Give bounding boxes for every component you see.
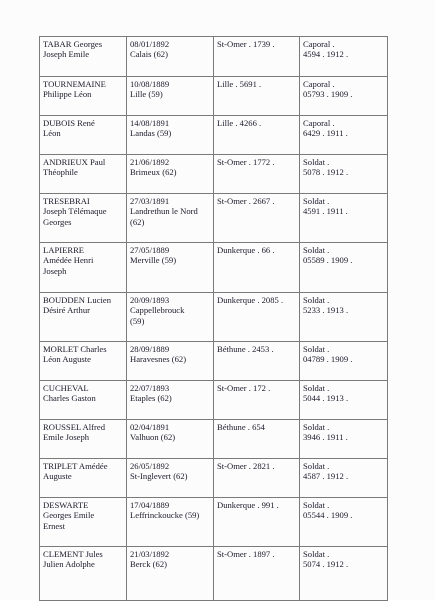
table-row [40, 459, 388, 498]
birth-date-place-cell [127, 498, 214, 547]
birth-date-place-line: Haravesnes (62) [130, 354, 187, 365]
rank-registration-line: 5074 . 1912 . [303, 559, 349, 570]
table-row [40, 243, 388, 293]
soldier-name-cell [40, 342, 127, 381]
birth-date-place-line: Landas (59) [130, 128, 172, 139]
recruitment-office-text: St-Omer . 2667 . [217, 196, 275, 206]
soldier-name-cell [40, 459, 127, 498]
birth-date-place-line: 17/04/1889 [130, 500, 170, 510]
rank-registration-line: 05589 . 1909 . [303, 255, 353, 266]
rank-registration-line: Caporal . [303, 79, 335, 89]
rank-registration-cell [300, 37, 388, 77]
recruitment-office-cell [214, 342, 300, 381]
recruitment-office-text: St-Omer . 2821 . [217, 461, 275, 471]
rank-registration-line: Soldat . [303, 344, 330, 354]
recruitment-office-text: St-Omer . 1739 . [217, 39, 275, 49]
birth-date-place-line: 14/08/1891 [130, 118, 170, 128]
soldier-register-table [39, 36, 388, 601]
soldier-name-cell [40, 547, 127, 601]
soldier-name-line: Georges [43, 216, 72, 227]
soldier-name-line: Philippe Léon [43, 89, 92, 100]
soldier-name-cell [40, 381, 127, 420]
birth-date-place-line: Calais (62) [130, 49, 168, 60]
recruitment-office-cell [214, 547, 300, 601]
birth-date-place-cell [127, 155, 214, 194]
table-row [40, 498, 388, 547]
soldier-name-line: TABAR Georges [43, 39, 103, 49]
birth-date-place-line: Landrethun le Nord [130, 206, 198, 217]
soldier-name-line: Théophile [43, 167, 78, 178]
recruitment-office-cell [214, 381, 300, 420]
rank-registration-line: 5044 . 1913 . [303, 393, 349, 404]
birth-date-place-line: 26/05/1892 [130, 461, 170, 471]
birth-date-place-line: 21/06/1892 [130, 157, 170, 167]
soldier-name-line: ROUSSEL Alfred [43, 422, 105, 432]
birth-date-place-line: 27/03/1891 [130, 196, 170, 206]
rank-registration-line: 4591 . 1911 . [303, 206, 348, 217]
recruitment-office-text: Dunkerque . 66 . [217, 245, 275, 255]
soldier-name-cell [40, 498, 127, 547]
soldier-name-line: MORLET Charles [43, 344, 107, 354]
table-row [40, 547, 388, 601]
soldier-name-line: Désiré Arthur [43, 305, 91, 316]
soldier-name-line: Joseph Télémaque [43, 206, 107, 217]
table-row [40, 116, 388, 155]
rank-registration-line: 05544 . 1909 . [303, 510, 353, 521]
rank-registration-cell [300, 194, 388, 243]
soldier-name-line: Léon [43, 128, 61, 139]
birth-date-place-line: 08/01/1892 [130, 39, 170, 49]
soldier-name-line: LAPIERRE [43, 245, 85, 255]
soldier-name-line: Georges Emile [43, 510, 95, 521]
soldier-name-line: Joseph [43, 265, 67, 276]
birth-date-place-cell [127, 194, 214, 243]
rank-registration-line: Soldat . [303, 461, 330, 471]
recruitment-office-cell [214, 194, 300, 243]
rank-registration-line: 05793 . 1909 . [303, 89, 353, 100]
soldier-name-cell [40, 37, 127, 77]
birth-date-place-line: 20/09/1893 [130, 295, 170, 305]
recruitment-office-cell [214, 293, 300, 342]
recruitment-office-text: Lille . 4266 . [217, 118, 262, 128]
soldier-name-cell [40, 155, 127, 194]
soldier-name-line: Joseph Emile [43, 49, 90, 60]
recruitment-office-cell [214, 498, 300, 547]
soldier-name-line: Emile Joseph [43, 432, 90, 443]
soldier-name-line: Amédée Henri [43, 255, 94, 266]
soldier-name-line: DUBOIS René [43, 118, 95, 128]
rank-registration-line: Soldat . [303, 245, 330, 255]
table-row [40, 194, 388, 243]
birth-date-place-line: (62) [130, 216, 145, 227]
birth-date-place-line: Berck (62) [130, 559, 167, 570]
rank-registration-line: 5078 . 1912 . [303, 167, 349, 178]
rank-registration-cell [300, 498, 388, 547]
birth-date-place-cell [127, 243, 214, 293]
birth-date-place-line: 21/03/1892 [130, 549, 170, 559]
rank-registration-cell [300, 293, 388, 342]
recruitment-office-text: Lille . 5691 . [217, 79, 262, 89]
table-row [40, 381, 388, 420]
rank-registration-line: 5233 . 1913 . [303, 305, 349, 316]
recruitment-office-text: Dunkerque . 2085 . [217, 295, 284, 305]
rank-registration-line: Soldat . [303, 196, 330, 206]
birth-date-place-line: St-Inglevert (62) [130, 471, 188, 482]
birth-date-place-cell [127, 381, 214, 420]
rank-registration-cell [300, 342, 388, 381]
recruitment-office-text: Béthune . 2453 . [217, 344, 274, 354]
table-row [40, 77, 388, 116]
rank-registration-line: 3946 . 1911 . [303, 432, 348, 443]
soldier-name-line: Léon Auguste [43, 354, 91, 365]
soldier-name-line: ANDRIEUX Paul [43, 157, 106, 167]
birth-date-place-cell [127, 342, 214, 381]
rank-registration-line: Soldat . [303, 157, 330, 167]
rank-registration-cell [300, 77, 388, 116]
recruitment-office-cell [214, 459, 300, 498]
soldier-name-line: TOURNEMAINE [43, 79, 106, 89]
soldier-name-cell [40, 420, 127, 459]
rank-registration-line: Caporal . [303, 39, 335, 49]
rank-registration-line: Caporal . [303, 118, 335, 128]
birth-date-place-line: Merville (59) [130, 255, 177, 266]
rank-registration-cell [300, 420, 388, 459]
recruitment-office-text: St-Omer . 1772 . [217, 157, 275, 167]
recruitment-office-text: St-Omer . 172 . [217, 383, 271, 393]
rank-registration-cell [300, 155, 388, 194]
birth-date-place-line: Brimeux (62) [130, 167, 177, 178]
birth-date-place-cell [127, 77, 214, 116]
recruitment-office-cell [214, 116, 300, 155]
rank-registration-line: 4594 . 1912 . [303, 49, 349, 60]
table-row [40, 155, 388, 194]
table-row [40, 342, 388, 381]
birth-date-place-cell [127, 293, 214, 342]
rank-registration-line: Soldat . [303, 383, 330, 393]
birth-date-place-line: Leffrinckoucke (59) [130, 510, 200, 521]
rank-registration-cell [300, 459, 388, 498]
birth-date-place-line: Cappellebrouck [130, 305, 185, 316]
soldier-name-cell [40, 194, 127, 243]
table-row [40, 37, 388, 77]
table-row [40, 420, 388, 459]
rank-registration-line: 6429 . 1911 . [303, 128, 348, 139]
soldier-name-line: Charles Gaston [43, 393, 96, 404]
birth-date-place-line: 10/08/1889 [130, 79, 170, 89]
birth-date-place-line: (59) [130, 315, 145, 326]
soldier-name-line: TRESEBRAI [43, 196, 90, 206]
recruitment-office-cell [214, 420, 300, 459]
soldier-name-cell [40, 116, 127, 155]
rank-registration-cell [300, 547, 388, 601]
rank-registration-cell [300, 243, 388, 293]
soldier-name-cell [40, 293, 127, 342]
birth-date-place-line: 02/04/1891 [130, 422, 170, 432]
table-row [40, 293, 388, 342]
rank-registration-line: Soldat . [303, 549, 330, 559]
soldier-name-line: TRIPLET Amédée [43, 461, 108, 471]
birth-date-place-line: Etaples (62) [130, 393, 172, 404]
soldier-name-line: DESWARTE [43, 500, 89, 510]
soldier-name-line: BOUDDEN Lucien [43, 295, 112, 305]
recruitment-office-text: Dunkerque . 991 . [217, 500, 279, 510]
rank-registration-cell [300, 116, 388, 155]
rank-registration-line: Soldat . [303, 295, 330, 305]
recruitment-office-text: St-Omer . 1897 . [217, 549, 275, 559]
rank-registration-line: 4587 . 1912 . [303, 471, 349, 482]
rank-registration-line: Soldat . [303, 422, 330, 432]
soldier-name-line: Auguste [43, 471, 72, 482]
soldier-name-cell [40, 77, 127, 116]
recruitment-office-cell [214, 155, 300, 194]
rank-registration-line: Soldat . [303, 500, 330, 510]
birth-date-place-cell [127, 420, 214, 459]
recruitment-office-cell [214, 243, 300, 293]
birth-date-place-cell [127, 547, 214, 601]
soldier-name-line: CUCHEVAL [43, 383, 89, 393]
birth-date-place-line: 27/05/1889 [130, 245, 170, 255]
soldier-name-line: Julien Adolphe [43, 559, 95, 570]
soldier-name-line: Ernest [43, 520, 65, 531]
soldier-name-cell [40, 243, 127, 293]
recruitment-office-text: Béthune . 654 [217, 422, 265, 432]
register-body [40, 37, 388, 601]
birth-date-place-line: Valhuon (62) [130, 432, 176, 443]
birth-date-place-line: 22/07/1893 [130, 383, 170, 393]
recruitment-office-cell [214, 77, 300, 116]
birth-date-place-line: Lille (59) [130, 89, 163, 100]
recruitment-office-cell [214, 37, 300, 77]
rank-registration-line: 04789 . 1909 . [303, 354, 353, 365]
birth-date-place-cell [127, 37, 214, 77]
soldier-name-line: CLEMENT Jules [43, 549, 103, 559]
birth-date-place-line: 28/09/1889 [130, 344, 170, 354]
birth-date-place-cell [127, 116, 214, 155]
birth-date-place-cell [127, 459, 214, 498]
rank-registration-cell [300, 381, 388, 420]
